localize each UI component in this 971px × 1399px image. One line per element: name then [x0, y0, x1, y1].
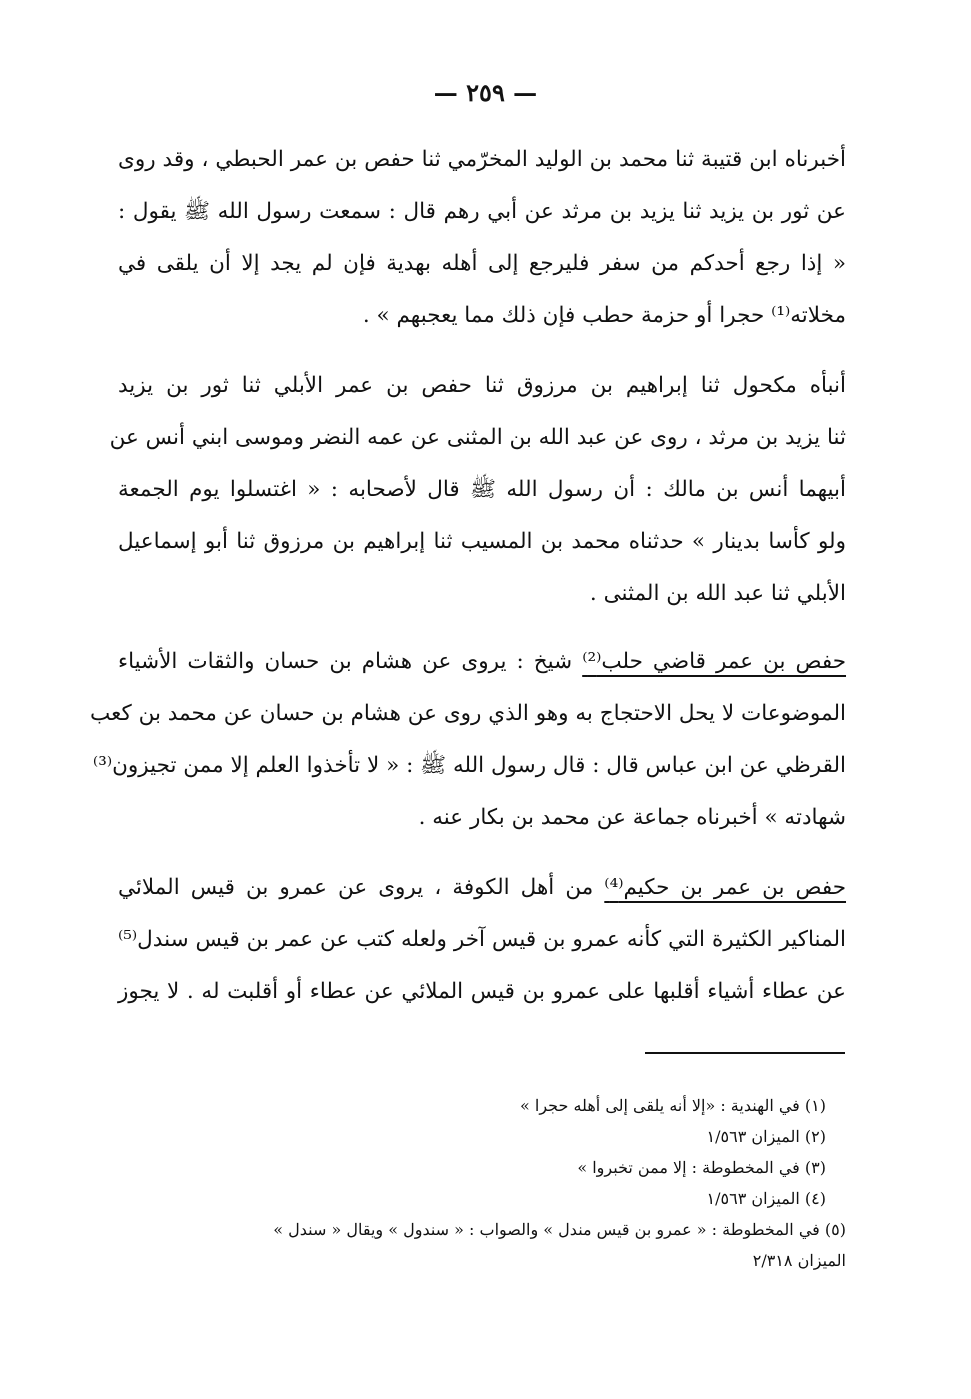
text-line: عن عطاء أشياء أقلبها على عمرو بن قيس الملائي عن عطاء أو أقلبت له . لا يجوز: [118, 979, 846, 1004]
footnotes: [118, 1090, 846, 1276]
footnote-divider: [645, 1052, 845, 1054]
text-line: أخبرناه ابن قتيبة ثنا محمد بن الوليد المخرّمي ثنا حفص بن عمر الحبطي ، وقد روى: [118, 147, 846, 172]
text-line: القرظي عن ابن عباس قال : قال رسول الله ﷺ : « لا تأخذوا العلم إلا ممن تجيزون⁽³⁾: [92, 753, 846, 778]
text-line: الأبلي ثنا عبد الله بن المثنى .: [589, 581, 846, 606]
text-line: [118, 636, 846, 688]
paragraph-2: [109, 360, 846, 620]
footnote-3: (٣) في المخطوطة : إلا ممن تخبروا »: [577, 1158, 826, 1177]
paragraph-4: [118, 862, 846, 1018]
footnote-5-continued: الميزان ٢/٣١٨: [752, 1251, 846, 1270]
text-line: مخلاته⁽¹⁾ حجرا أو حزمة حطب فإن ذلك مما يعجبهم » .: [362, 303, 846, 328]
text-line: ثنا يزيد بن مرثد ، روى عن عبد الله بن المثنى عن عمه النضر وموسى ابني أنس عن: [109, 425, 846, 450]
text-line: الموضوعات لا يحل الاحتجاج به وهو الذي روى عن هشام بن حسان عن محمد بن كعب: [90, 701, 846, 726]
text-line: المناكير الكثيرة التي كأنه عمرو بن قيس آخر ولعله كتب عن عمر بن قيس سندل⁽⁵⁾: [118, 927, 846, 952]
text-line: شهادته » أخبرناه جماعة عن محمد بن بكار عنه .: [418, 805, 846, 830]
text-line: ولو كأسا بدينار » حدثناه محمد بن المسيب ثنا إبراهيم بن مرزوق ثنا أبو إسماعيل: [118, 529, 846, 554]
text-line: [118, 862, 846, 914]
entry-heading: حفص بن عمر بن حكيم⁽⁴⁾: [604, 875, 847, 900]
text-line: عن ثور بن يزيد ثنا يزيد بن مرثد عن أبي رهم قال : سمعت رسول الله ﷺ يقول :: [118, 199, 846, 224]
text-line: أبيهما أنس بن مالك : أن رسول الله ﷺ قال لأصحابه : « اغتسلوا يوم الجمعة: [118, 477, 846, 502]
footnote-5: (٥) في المخطوطة : « عمرو بن قيس مندل » والصواب : « سندول » ويقال « سندل »: [273, 1220, 846, 1239]
footnote-2: (٢) الميزان ١/٥٦٣: [706, 1127, 826, 1146]
footnote-1: (١) في الهندية : «إلا أنه يلقى إلى أهله حجرا »: [520, 1096, 826, 1115]
entry-text: شيخ : يروى عن هشام بن حسان والثقات الأشياء: [118, 649, 573, 674]
paragraph-3: [90, 636, 847, 844]
paragraph-1: [118, 134, 846, 342]
entry-heading: حفص بن عمر قاضي حلب⁽²⁾: [582, 649, 847, 674]
text-line: أنبأه مكحول ثنا إبراهيم بن مرزوق ثنا حفص بن عمر الأبلي ثنا ثور بن يزيد: [118, 373, 846, 398]
entry-text: من أهل الكوفة ، يروى عن عمرو بن قيس الملائي: [118, 875, 594, 900]
page-number: — ٢٥٩ —: [433, 78, 538, 107]
footnote-4: (٤) الميزان ١/٥٦٣: [706, 1189, 826, 1208]
text-line: « إذا رجع أحدكم من سفر فليرجع إلى أهله بهدية فإن لم يجد إلا أن يلقى في: [118, 251, 846, 276]
